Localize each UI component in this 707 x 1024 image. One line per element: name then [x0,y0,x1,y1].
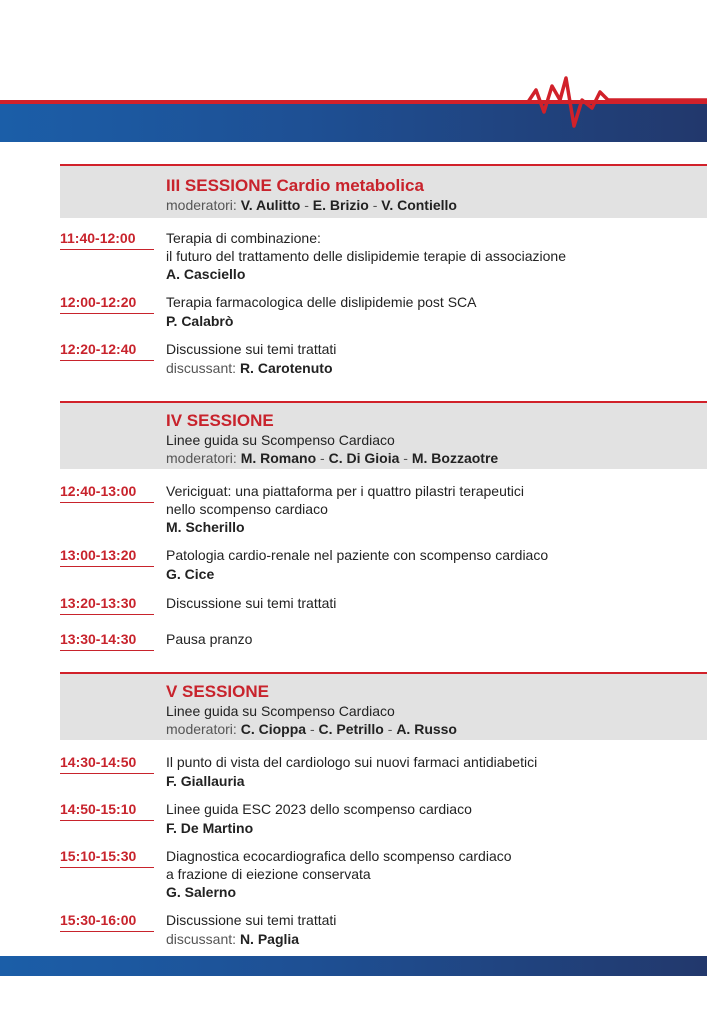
time-slot: 13:20-13:30 [60,595,137,611]
session-subtitle: Linee guida su Scompenso Cardiaco [166,703,395,719]
time-slot: 12:00-12:20 [60,294,137,310]
moderator: V. Contiello [381,197,457,213]
session-header-3 [60,164,707,218]
time-slot: 13:00-13:20 [60,547,137,563]
time-underline [60,566,154,567]
moderator: M. Romano [240,450,317,466]
time-slot: 15:10-15:30 [60,848,137,864]
talk-title: Terapia farmacologica delle dislipidemie post SCA [166,294,477,310]
discussant-label: discussant: [166,931,237,947]
speaker: F. Giallauria [166,773,245,789]
talk-title: Discussione sui temi trattati [166,912,337,928]
speaker: A. Casciello [166,266,246,282]
talk-title: a frazione di eiezione conservata [166,866,371,882]
talk-title: nello scompenso cardiaco [166,501,328,517]
moderator: M. Bozzaotre [411,450,499,466]
moderators-label: moderatori: [166,450,237,466]
talk-title: Terapia di combinazione: [166,230,321,246]
talk-title: Discussione sui temi trattati [166,595,337,611]
session-title: V SESSIONE [166,682,269,701]
talk-title: Discussione sui temi trattati [166,341,337,357]
moderator: C. Cioppa [240,721,307,737]
discussant: N. Paglia [239,931,300,947]
time-underline [60,650,154,651]
time-slot: 12:20-12:40 [60,341,137,357]
moderators-line: moderatori: M. Romano - C. Di Gioia - M. Bozzaotre [166,450,499,466]
moderators-line: moderatori: V. Aulitto - E. Brizio - V. Contiello [166,197,457,213]
time-underline [60,360,154,361]
discussant-label: discussant: [166,360,237,376]
time-slot: 13:30-14:30 [60,631,137,647]
time-slot: 11:40-12:00 [60,230,136,246]
heartbeat-icon [0,60,707,140]
time-underline [60,773,154,774]
time-underline [60,931,154,932]
session-header-5 [60,672,707,740]
discussant: R. Carotenuto [239,360,333,376]
talk-title: Linee guida ESC 2023 dello scompenso cardiaco [166,801,472,817]
session-header-4 [60,401,707,469]
talk-title: Vericiguat: una piattaforma per i quattro pilastri terapeutici [166,483,524,499]
time-underline [60,820,154,821]
moderator: C. Di Gioia [328,450,400,466]
time-underline [60,867,154,868]
time-underline [60,249,154,250]
time-slot: 15:30-16:00 [60,912,137,928]
talk-title: il futuro del trattamento delle dislipidemie terapie di associazione [166,248,566,264]
time-underline [60,502,154,503]
footer-band [0,956,707,976]
speaker: M. Scherillo [166,519,245,535]
moderators-label: moderatori: [166,197,237,213]
time-underline [60,614,154,615]
time-slot: 14:50-15:10 [60,801,137,817]
discussant-line [166,931,299,947]
moderator: E. Brizio [312,197,369,213]
speaker: G. Cice [166,566,215,582]
talk-title: Pausa pranzo [166,631,253,647]
session-title: IV SESSIONE [166,411,274,430]
talk-title: Patologia cardio-renale nel paziente con scompenso cardiaco [166,547,549,563]
speaker: P. Calabrò [166,313,234,329]
moderator: A. Russo [396,721,457,737]
time-slot: 12:40-13:00 [60,483,137,499]
time-slot: 14:30-14:50 [60,754,137,770]
discussant-line [166,360,333,376]
talk-title: Il punto di vista del cardiologo sui nuovi farmaci antidiabetici [166,754,538,770]
speaker: G. Salerno [166,884,237,900]
session-subtitle: Linee guida su Scompenso Cardiaco [166,432,395,448]
session-title: III SESSIONE Cardio metabolica [166,176,424,195]
speaker: F. De Martino [166,820,254,836]
time-underline [60,313,154,314]
moderators-line: moderatori: C. Cioppa - C. Petrillo - A. Russo [166,721,457,737]
moderator: V. Aulitto [240,197,301,213]
talk-title: Diagnostica ecocardiografica dello scompenso cardiaco [166,848,512,864]
moderator: C. Petrillo [318,721,384,737]
moderators-label: moderatori: [166,721,237,737]
